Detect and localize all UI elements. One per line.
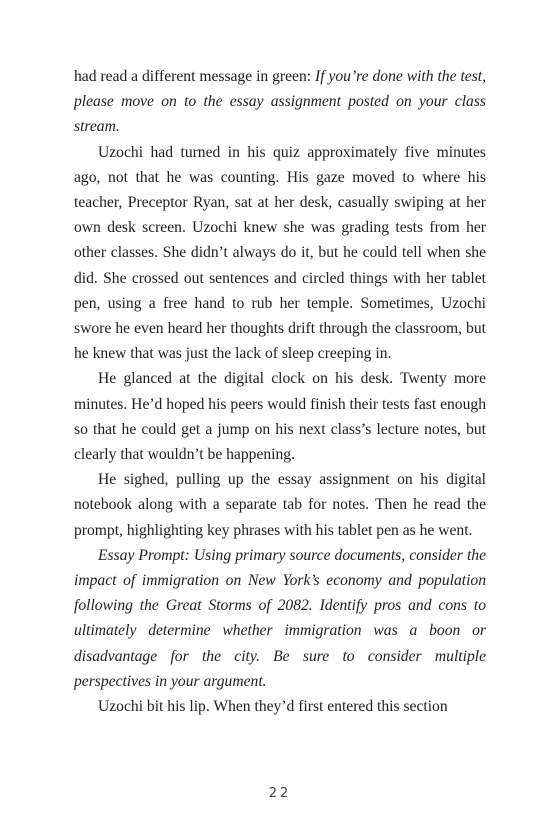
paragraph-6: Uzochi bit his lip. When they’d first entered this section <box>98 698 448 716</box>
page-text-block <box>74 64 486 719</box>
essay-prompt-paragraph: Essay Prompt: Using primary source documents, consider the impact of immigration on New York’s economy and population following the Great Storms of 2082. Identify pros and cons to ultimately determine whether immigration was a boon or disadvantage for the city. Be sure to consider multiple perspectives in your argument. <box>74 546 486 690</box>
page-number: 22 <box>268 786 292 801</box>
paragraph-2: Uzochi had turned in his quiz approximately five minutes ago, not that he was counting. His gaze moved to where his teacher, Preceptor Ryan, sat at her desk, casually swiping at her own desk screen. Uzochi knew she was grading tests from her other classes. She didn’t always do it, but he could tell when she did. She crossed out sentences and circled things with her tablet pen, using a free hand to rub her temple. Sometimes, Uzochi swore he even heard her thoughts drift through the classroom, but he knew that was just the lack of sleep creeping in. <box>74 143 486 363</box>
paragraph-4: He sighed, pulling up the essay assignment on his digital notebook along with a separate tab for notes. Then he read the prompt, highlighting key phrases with his tablet pen as he went. <box>74 471 486 539</box>
paragraph-1 <box>74 64 486 140</box>
paragraph-1-text: had read a different message in green: <box>74 68 315 85</box>
paragraph-1-italic-message: If you’re done with the test, please move on to the essay assignment posted on your class stream. <box>74 68 486 136</box>
paragraph-3: He glanced at the digital clock on his desk. Twenty more minutes. He’d hoped his peers would finish their tests fast enough so that he could get a jump on his next class’s lecture notes, but clearly that wouldn’t be happening. <box>74 370 486 464</box>
